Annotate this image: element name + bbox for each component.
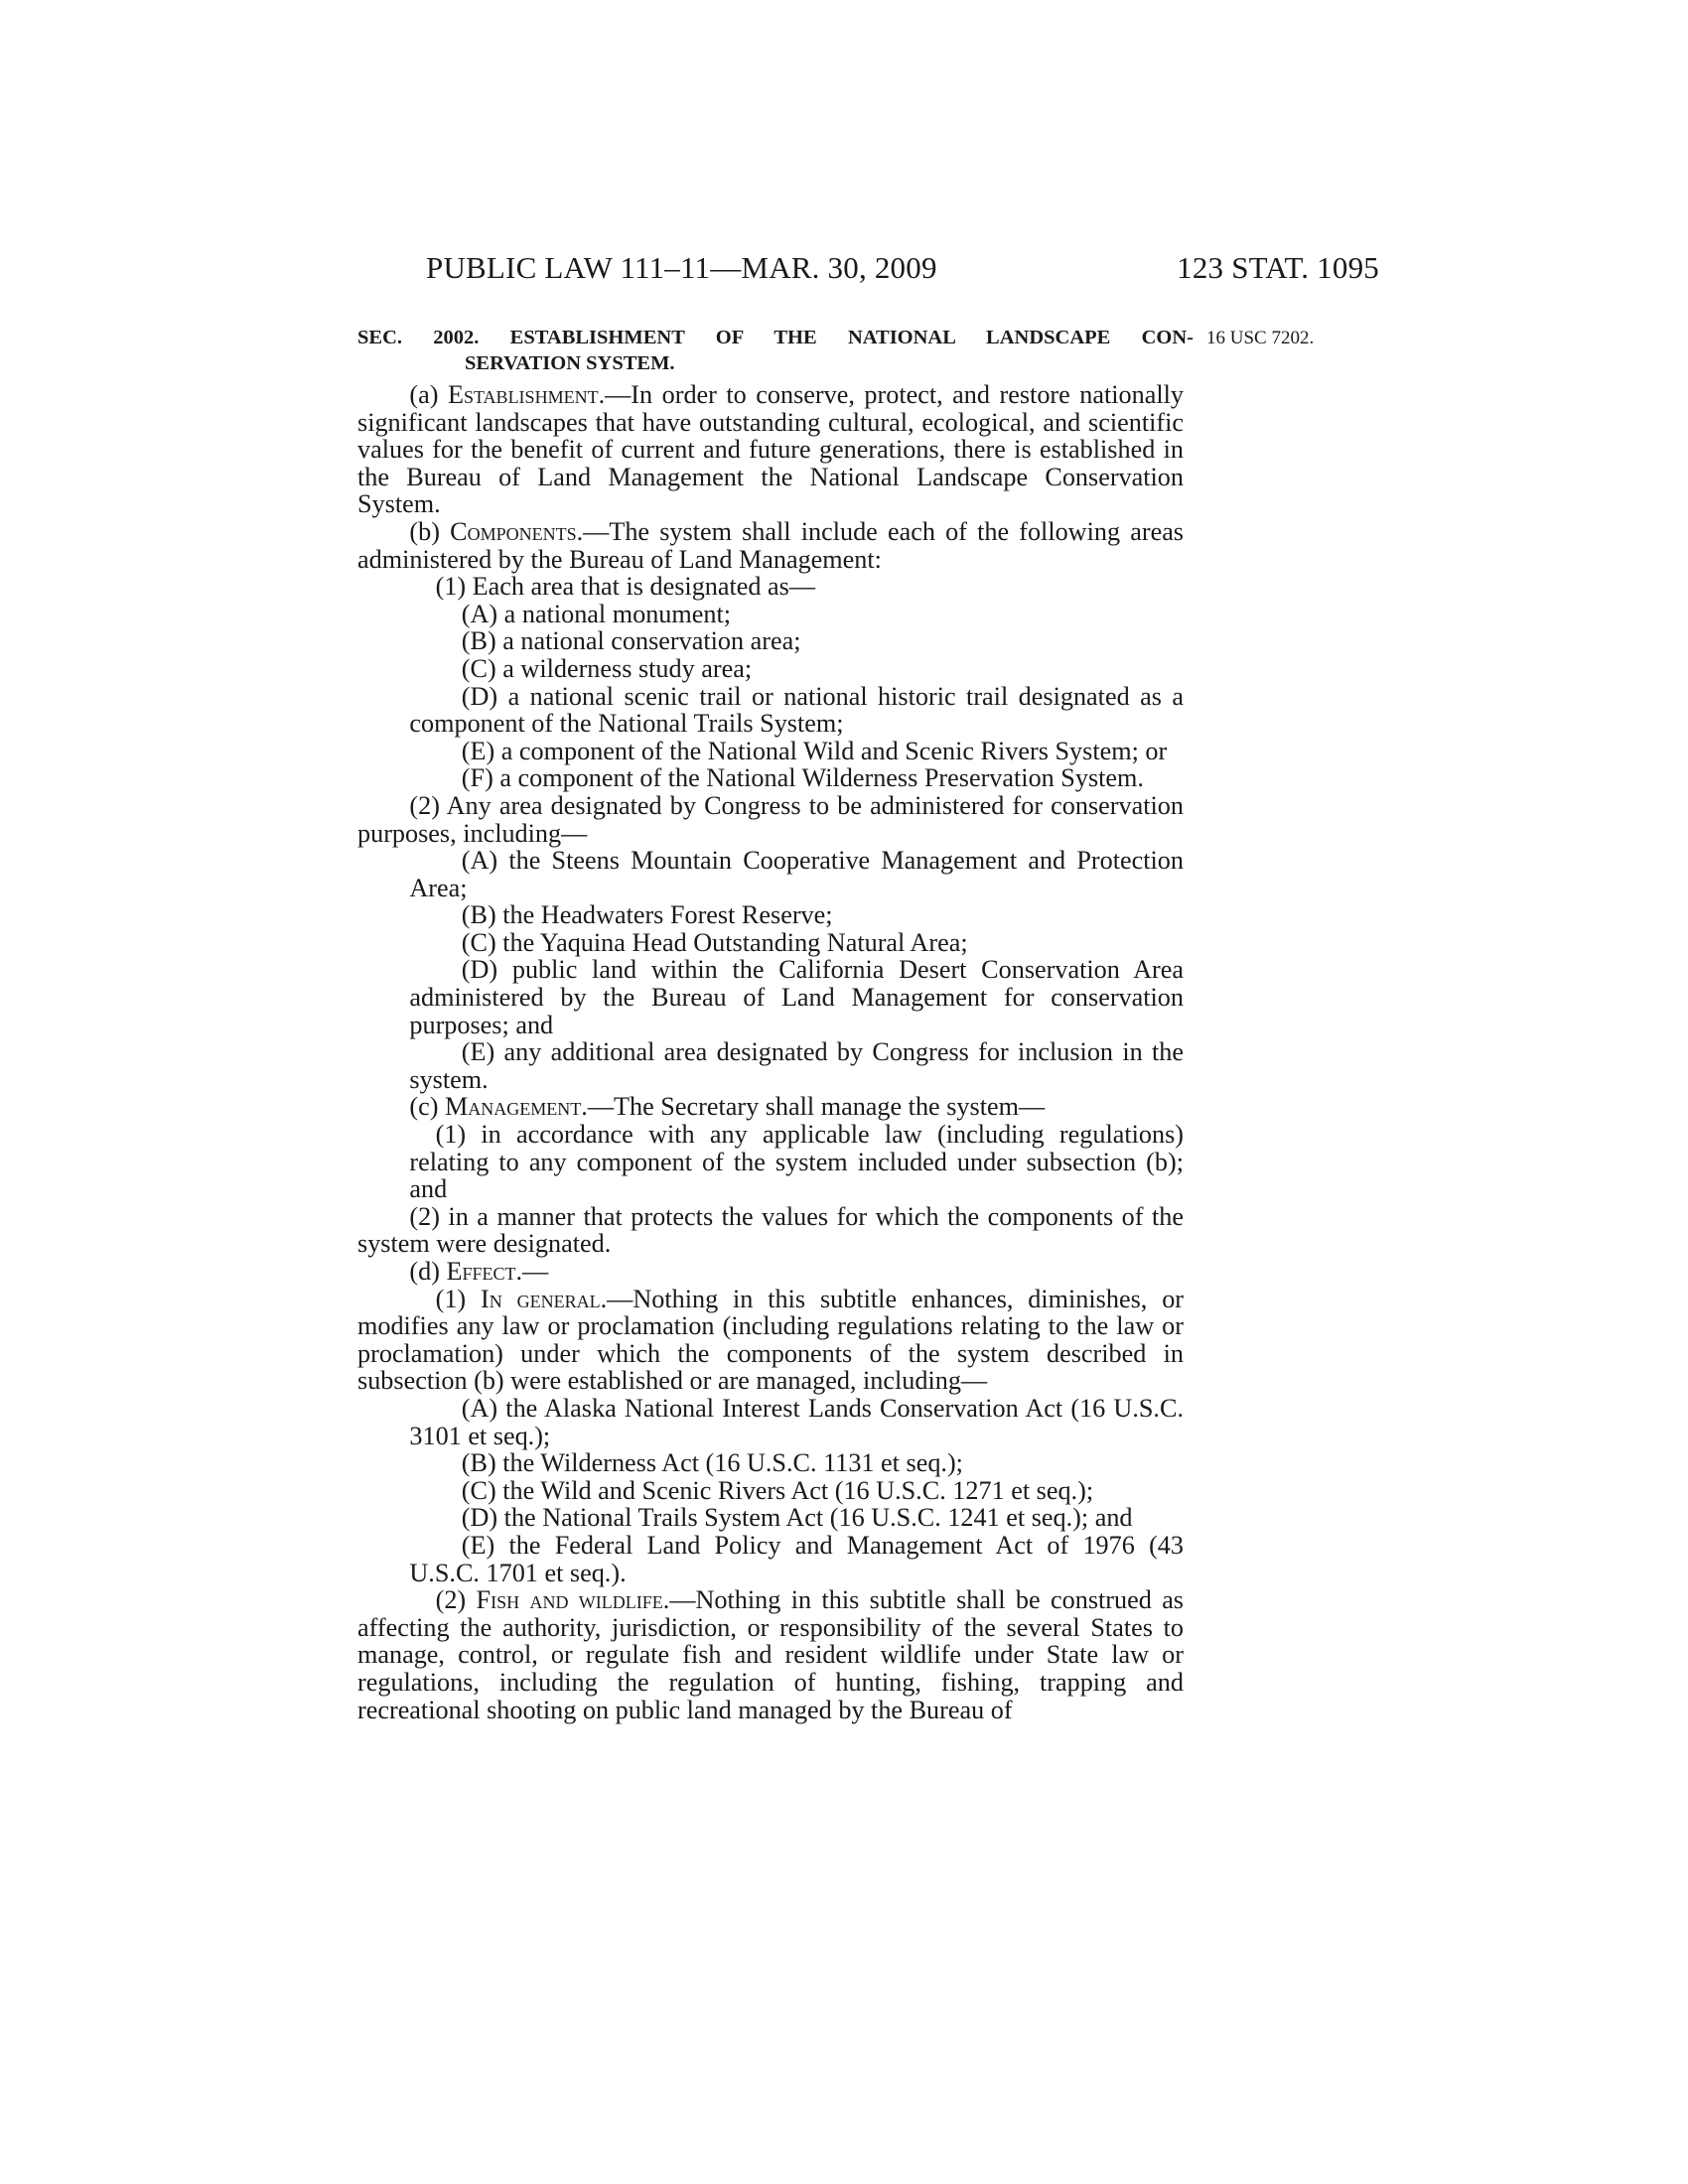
paragraph-d2: (2) Fish and wildlife.—Nothing in this subtitle shall be construed as affecting the authority, jurisdiction, or responsibility of the several States to manage, control, or regulate fish and resident wildlife under State law or regulations, including the regulation of hunting, fishing, trapping and recreational shooting on public land managed by the Bureau of [357,1585,1185,1724]
paragraph-d1: (1) In general.—Nothing in this subtitle enhances, diminishes, or modifies any law or proclamation (including regulations relating to the law or proclamation) under which the components of the system described in subsection (b) were established or are managed, including— [357,1284,1185,1396]
item-d1-a: (A) the Alaska National Interest Lands Conservation Act (16 U.S.C. 3101 et seq.); [409,1393,1184,1450]
item-b2-e: (E) any additional area designated by Congress for inclusion in the system. [409,1037,1184,1094]
subsection-d-caption: Effect [446,1257,516,1286]
section-heading-line1: SEC. 2002. ESTABLISHMENT OF THE NATIONAL LANDSCAPE CON- [357,327,1194,348]
marginal-citation: 16 USC 7202. [1206,328,1315,348]
item-b1-e: (E) a component of the National Wild and Scenic Rivers System; or [461,736,1168,765]
statute-body [357,381,1184,1723]
item-b1-f: (F) a component of the National Wilderness Preservation System. [461,763,1144,793]
item-d1-e: (E) the Federal Land Policy and Management Act of 1976 (43 U.S.C. 1701 et seq.). [409,1530,1184,1587]
item-b1-d: (D) a national scenic trail or national historic trail designated as a component of the National Trails System; [409,681,1184,739]
section-heading-line2: SERVATION SYSTEM. [465,352,675,374]
subsection-c-caption: Management [445,1092,582,1122]
page-header [356,250,1379,290]
subsection-b-caption: Components [450,516,577,546]
subsection-b: (b) Components.—The system shall include each of the following areas administered by the Bureau of Land Management: [357,516,1185,574]
paragraph-b1: (1) Each area that is designated as— [435,572,816,602]
item-c1: (1) in accordance with any applicable law (including regulations) relating to any component of the system included under subsection (b); and [409,1120,1184,1204]
item-b1-c: (C) a wilderness study area; [461,653,753,683]
item-d1-c: (C) the Wild and Scenic Rivers Act (16 U.S.C. 1271 et seq.); [461,1475,1094,1505]
paragraph-d1-caption: In general [481,1284,601,1313]
item-b2-a: (A) the Steens Mountain Cooperative Management and Protection Area; [409,846,1184,902]
item-b1-a: (A) a national monument; [461,599,732,628]
subsection-d: (d) Effect.— [409,1257,549,1286]
subsection-a: (a) Establishment.—In order to conserve, protect, and restore nationally significant landscapes that have outstanding cultural, ecological, and scientific values for the benefit of current and future generations, there is established in the Bureau of Land Management the National Landscape Conservation System. [357,380,1185,519]
item-b2-c: (C) the Yaquina Head Outstanding Natural Area; [461,927,968,957]
section-heading [357,325,1194,376]
subsection-c: (c) Management.—The Secretary shall manage the system— [409,1092,1046,1122]
item-d1-d: (D) the National Trails System Act (16 U.S.C. 1241 et seq.); and [461,1503,1133,1533]
running-title: PUBLIC LAW 111–11—MAR. 30, 2009 [426,250,937,285]
item-b2-d: (D) public land within the California Desert Conservation Area administered by the Bureau of Land Management for conservation purposes; and [409,955,1184,1039]
subsection-a-caption: Establishment [448,380,599,409]
paragraph-d2-caption: Fish and wildlife [476,1585,663,1615]
item-d1-b: (B) the Wilderness Act (16 U.S.C. 1131 et seq.); [461,1448,963,1478]
item-c2: (2) in a manner that protects the values for which the components of the system were designated. [357,1201,1184,1259]
paragraph-b2: (2) Any area designated by Congress to be administered for conservation purposes, including— [357,790,1184,848]
item-b1-b: (B) a national conservation area; [461,626,801,656]
item-b2-b: (B) the Headwaters Forest Reserve; [461,900,833,930]
page-number: 123 STAT. 1095 [1177,250,1379,285]
